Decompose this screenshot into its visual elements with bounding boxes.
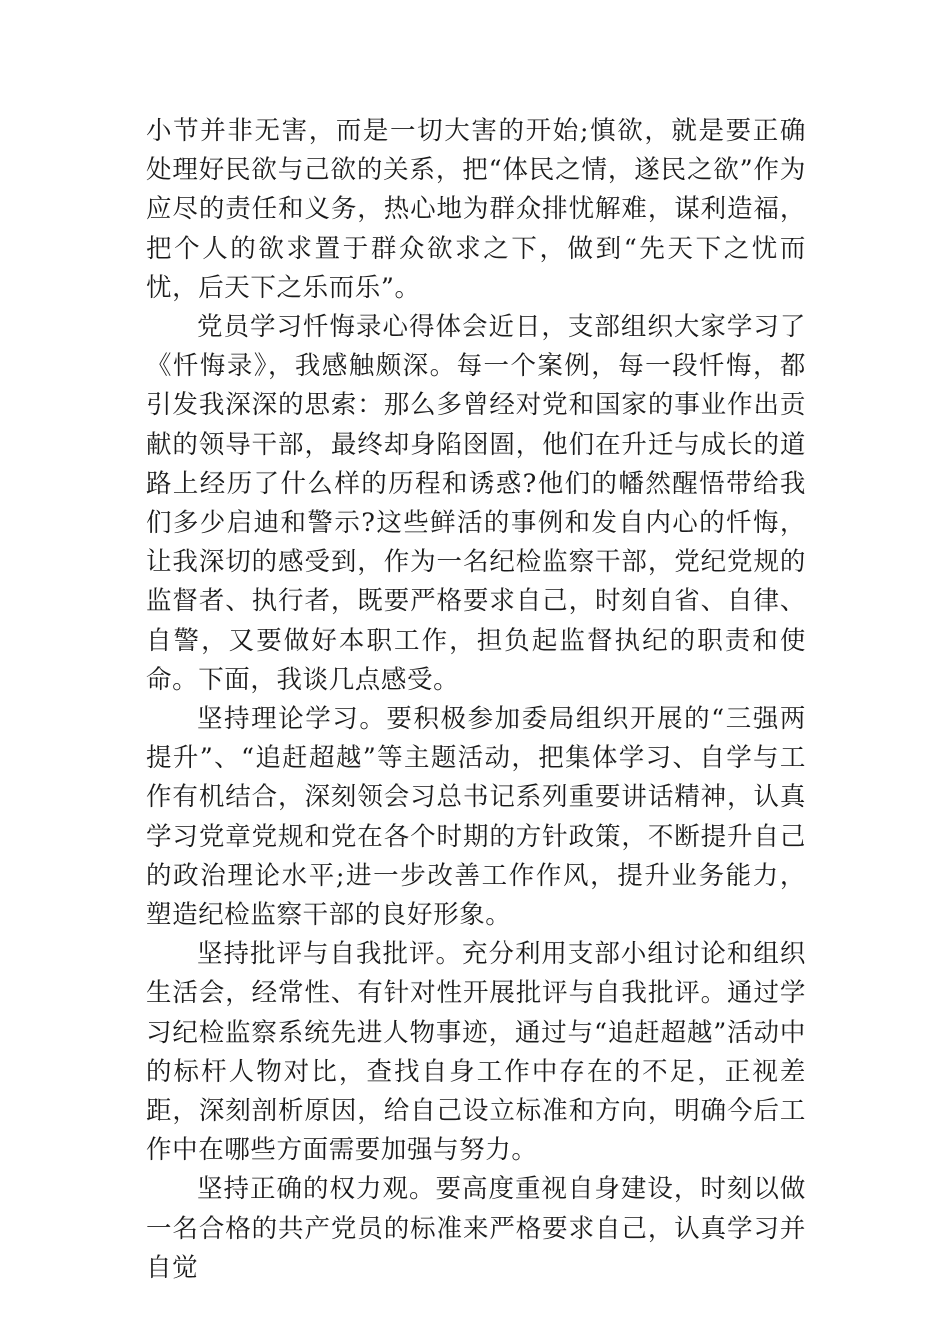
paragraph-power-view: 坚持正确的权力观。要高度重视自身建设，时刻以做一名合格的共产党员的标准来严格要求自己，认真学习并自觉 [146,1174,806,1283]
paragraph-theory-study: 坚持理论学习。要积极参加委局组织开展的“三强两提升”、“追赶超越”等主题活动，把集体学习、自学与工作有机结合，深刻领会习总书记系列重要讲话精神，认真学习党章党规和党在各个时期的方针政策，不断提升自己的政治理论水平;进一步改善工作作风，提升业务能力，塑造纪检监察干部的良好形象。 [146,704,806,931]
paragraph-continued: 小节并非无害，而是一切大害的开始;慎欲，就是要正确处理好民欲与己欲的关系，把“体民之情，遂民之欲”作为应尽的责任和义务，热心地为群众排忧解难，谋利造福，把个人的欲求置于群众欲求之下，做到“先天下之忧而忧，后天下之乐而乐”。 [146,116,807,303]
paragraph-criticism: 坚持批评与自我批评。充分利用支部小组讨论和组织生活会，经常性、有针对性开展批评与自我批评。通过学习纪检监察系统先进人物事迹，通过与“追赶超越”活动中的标杆人物对比，查找自身工作中存在的不足，正视差距，深刻剖析原因，给自己设立标准和方向，明确今后工作中在哪些方面需要加强与努力。 [146,939,806,1166]
document-body [146,112,806,1288]
paragraph-confession-reflection: 党员学习忏悔录心得体会近日，支部组织大家学习了《忏悔录》，我感触颇深。每一个案例，每一段忏悔，都引发我深深的思索：那么多曾经对党和国家的事业作出贡献的领导干部，最终却身陷囹圄，他们在升迁与成长的道路上经历了什么样的历程和诱惑?他们的幡然醒悟带给我们多少启迪和警示?这些鲜活的事例和发自内心的忏悔，让我深切的感受到，作为一名纪检监察干部，党纪党规的监督者、执行者，既要严格要求自己，时刻自省、自律、自警，又要做好本职工作，担负起监督执纪的职责和使命。下面，我谈几点感受。 [146,312,806,695]
